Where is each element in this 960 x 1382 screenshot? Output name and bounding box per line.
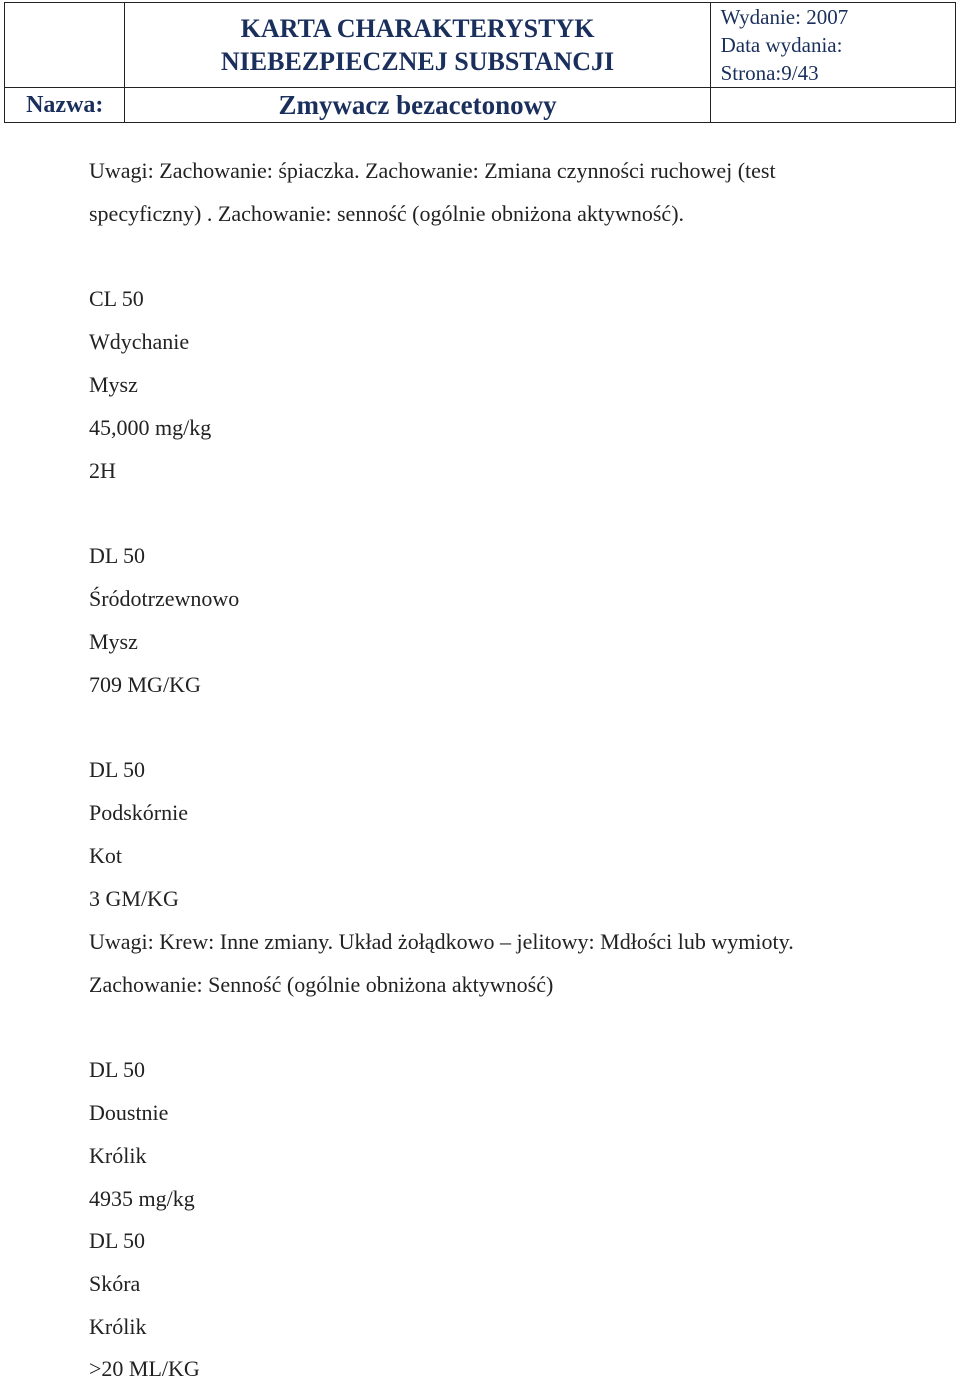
name-label: Nazwa: [5, 88, 125, 123]
header-meta [710, 3, 955, 88]
block4-item: Królik [89, 1143, 147, 1168]
issue-date-label: Data wydania: [720, 33, 843, 57]
block1-item: 45,000 mg/kg [89, 415, 212, 440]
block3-item: Podskórnie [89, 800, 188, 825]
block1-item: Wdychanie [89, 329, 190, 354]
document-header [4, 2, 956, 123]
product-name: Zmywacz bezacetonowy [125, 88, 710, 123]
block4-item: Doustnie [89, 1100, 169, 1125]
block2-item: Mysz [89, 629, 138, 654]
edition: Wydanie: 2007 [720, 5, 849, 29]
block1-item: CL 50 [89, 286, 144, 311]
block4-item: DL 50 [89, 1228, 146, 1253]
block2-item: Śródotrzewnowo [89, 586, 240, 611]
header-empty-cell [710, 88, 955, 123]
header-title-line2: NIEBEZPIECZNEJ SUBSTANCJI [220, 47, 615, 76]
block1-item: 2H [89, 458, 116, 483]
header-title-line1: KARTA CHARAKTERYSTYK [240, 14, 595, 43]
block4-item: DL 50 [89, 1057, 146, 1082]
block2-item: 709 MG/KG [89, 672, 201, 697]
block4-item: Królik [89, 1314, 147, 1339]
block4-item: >20 ML/KG [89, 1356, 200, 1381]
header-title [125, 3, 710, 88]
notes-1-line-1: Uwagi: Zachowanie: śpiaczka. Zachowanie: Zmiana czynności ruchowej (test [89, 158, 776, 183]
header-logo-cell [5, 3, 125, 88]
block3-item: DL 50 [89, 757, 146, 782]
block4-item: 4935 mg/kg [89, 1186, 195, 1211]
notes-2-line-2: Zachowanie: Senność (ogólnie obniżona aktywność) [89, 972, 554, 997]
page-number: Strona:9/43 [720, 61, 819, 85]
block3-item: Kot [89, 843, 122, 868]
notes-1-line-2: specyficzny) . Zachowanie: senność (ogólnie obniżona aktywność). [89, 201, 685, 226]
notes-2-line-1: Uwagi: Krew: Inne zmiany. Układ żołądkowo – jelitowy: Mdłości lub wymioty. [89, 929, 794, 954]
block1-item: Mysz [89, 372, 138, 397]
block2-item: DL 50 [89, 543, 146, 568]
block3-item: 3 GM/KG [89, 886, 179, 911]
block4-item: Skóra [89, 1271, 141, 1296]
